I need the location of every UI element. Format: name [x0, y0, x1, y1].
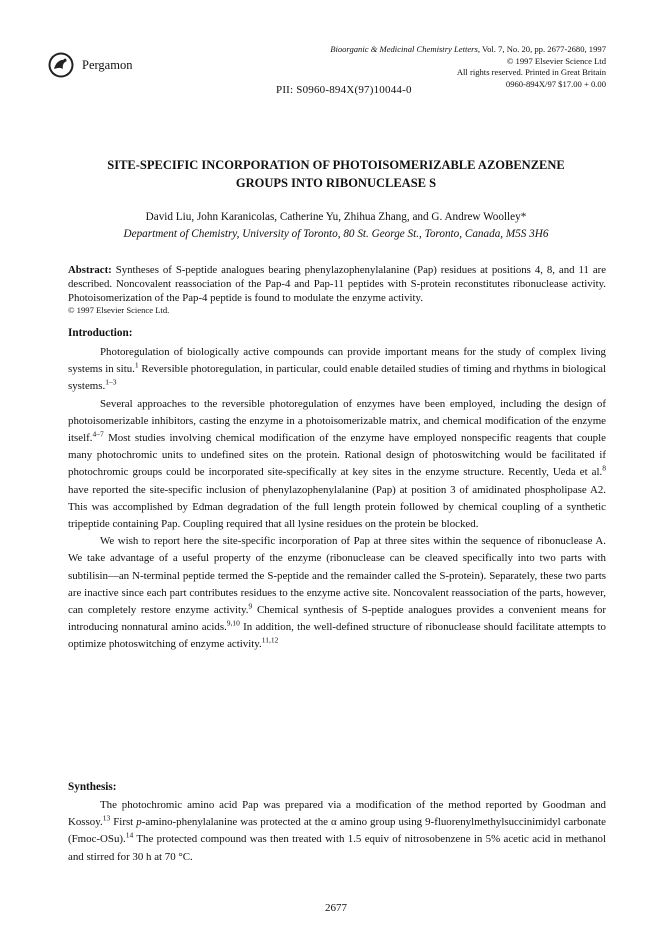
- introduction-heading: Introduction:: [68, 327, 133, 339]
- intro-paragraph-3: [68, 533, 606, 653]
- journal-volume: , Vol. 7, No. 20, pp. 2677-2680, 1997: [477, 44, 606, 54]
- citation-ref: 8: [602, 463, 606, 473]
- text-span: -amino-phenylalanine was protected at the α amino group using 9-fluorenylmethylsuccinimidyl carbonate (Fmoc-OSu).: [68, 816, 606, 846]
- journal-copyright: © 1997 Elsevier Science Ltd: [506, 55, 606, 66]
- abstract: [68, 264, 606, 305]
- author-list: David Liu, John Karanicolas, Catherine Yu, Zhihua Zhang, and G. Andrew Woolley*: [145, 211, 527, 223]
- journal-name: Bioorganic & Medicinal Chemistry Letters: [330, 44, 478, 54]
- text-span: Chemical synthesis of S-peptide analogues provides a convenient means for introducing nonnatural amino acids.: [68, 604, 606, 634]
- page-number: 2677: [325, 902, 347, 914]
- citation-ref: 9,10: [226, 618, 240, 628]
- journal-rights: All rights reserved. Printed in Great Britain: [456, 67, 606, 78]
- text-span: The protected compound was then treated with 1.5 equiv of nitrosobenzene in 5% acetic acid in methanol and stirred for 30 h at 70 °C.: [68, 833, 606, 863]
- text-span: Reversible photoregulation, in particular, could enable detailed studies of timing and rhythms in biological systems.: [68, 363, 606, 393]
- journal-citation: [330, 44, 606, 56]
- text-span: First: [110, 816, 137, 829]
- text-span: have reported the site-specific inclusion of phenylazophenylalanine (Pap) at position 3 of amidinated phospholipase A2. This was accomplished by Edman degradation of the full length protein followed by chemical coupling of a synthetic tripeptide containing Pap. Coupling required that all lysine residues on the protein be blocked.: [68, 483, 606, 531]
- citation-ref: 13: [102, 813, 111, 823]
- abstract-text: Syntheses of S-peptide analogues bearing phenylazophenylalanine (Pap) residues at positions 4, 8, and 11 are described. Noncovalent reassociation of the Pap-4 and Pap-11 peptides with S-protein reconstitutes ribonuclease activity. Photoisomerization of the Pap-4 peptide is found to modulate the enzyme activity.: [68, 264, 606, 304]
- synthesis-heading: Synthesis:: [68, 781, 117, 793]
- publisher-name: Pergamon: [82, 58, 133, 72]
- text-span: In addition, the well-defined structure of ribonuclease should facilitate attempts to optimize photoswitching of enzyme activity.: [68, 621, 606, 651]
- text-span: Photoregulation of biologically active compounds can provide important means for the study of complex living systems in situ.: [68, 346, 606, 376]
- pergamon-logo-icon: [48, 52, 74, 78]
- article-title: [60, 156, 612, 192]
- introduction-body: [68, 344, 606, 654]
- intro-paragraph-1: [68, 344, 606, 396]
- text-span: The photochromic amino acid Pap was prepared via a modification of the method reported by Goodman and Kossoy.: [68, 799, 606, 829]
- citation-ref: 11,12: [261, 635, 279, 645]
- article-title-line-1: SITE-SPECIFIC INCORPORATION OF PHOTOISOMERIZABLE AZOBENZENE: [107, 158, 565, 172]
- intro-paragraph-2: [68, 396, 606, 534]
- synthesis-body: [68, 797, 606, 866]
- text-span: Several approaches to the reversible photoregulation of enzymes have been employed, including the design of photoisomerizable inhibitors, casting the enzyme in a photoisomerizable matrix, and chemical modification of the enzyme itself.: [68, 397, 606, 445]
- synthesis-paragraph-1: [68, 797, 606, 866]
- affiliation: Department of Chemistry, University of Toronto, 80 St. George St., Toronto, Canada, M5S 3H6: [123, 228, 549, 240]
- journal-issn: 0960-894X/97 $17.00 + 0.00: [505, 78, 606, 89]
- citation-ref: 4–7: [92, 429, 104, 439]
- pii-identifier: PII: S0960-894X(97)10044-0: [276, 84, 412, 96]
- abstract-copyright: © 1997 Elsevier Science Ltd.: [68, 305, 170, 315]
- text-span: Most studies involving chemical modification of the enzyme have employed nonspecific reagents that couple many photochromic units to undefined sites on the protein. Rational design of photoswitching would be facilitated if photochromic groups could be incorporated site-specifically at key sites in the enzyme structure. Recently, Ueda et al.: [68, 432, 606, 479]
- italic-text: p: [136, 816, 142, 829]
- text-span: We wish to report here the site-specific incorporation of Pap at three sites within the sequence of ribonuclease A. We take advantage of a useful property of the enzyme (ribonuclease can be cleaved specifically into two parts with subtilisin—an N-terminal peptide termed the S-peptide and the remainder called the S-protein). Separately, these two parts are inactive since each part contributes residues to the enzyme active site. Noncovalent reassociation of the parts, however, can completely restore enzyme activity.: [68, 535, 606, 617]
- citation-ref: 14: [125, 830, 134, 840]
- article-title-line-2: GROUPS INTO RIBONUCLEASE S: [235, 176, 437, 190]
- citation-ref: 1: [134, 360, 139, 370]
- abstract-label: Abstract:: [68, 264, 112, 276]
- citation-ref: 9: [248, 601, 253, 611]
- citation-ref: 1–3: [105, 377, 117, 387]
